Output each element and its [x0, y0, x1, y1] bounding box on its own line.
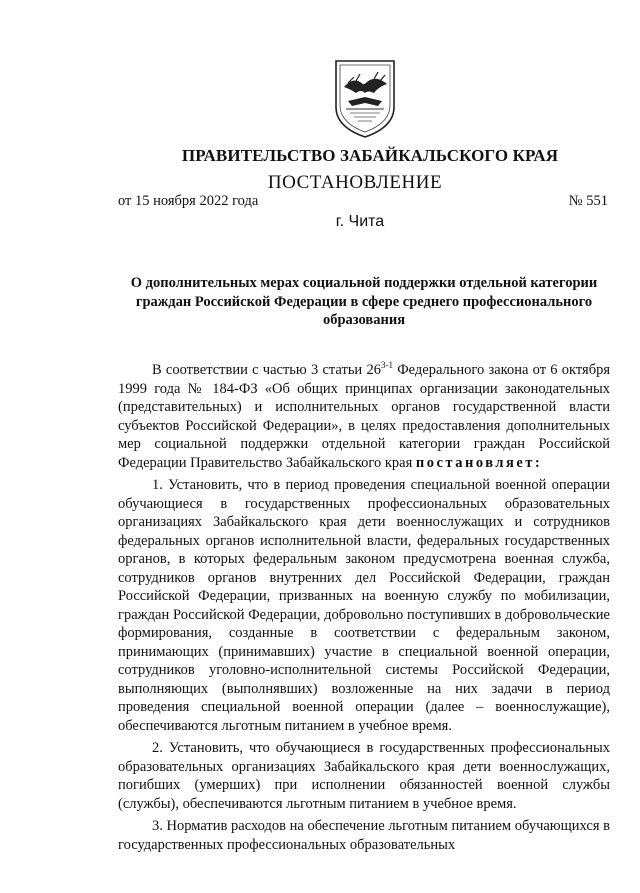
preamble-part1: В соответствии с частью 3 статьи 26	[152, 362, 381, 378]
coat-of-arms-icon	[330, 57, 400, 139]
clause-2: 2. Установить, что обучающиеся в государственных профессиональных образовательных организациях Забайкальского края дети военнослужащих, погибших (умерших) при исполнении обязанностей военной службы (службы), обеспечиваются льготным питанием в учебное время.	[118, 740, 610, 812]
authority-title: ПРАВИТЕЛЬСТВО ЗАБАЙКАЛЬСКОГО КРАЯ	[181, 146, 559, 165]
decree-word: постановляет:	[415, 454, 543, 471]
article-superscript: 3-1	[380, 360, 393, 371]
clause-3: 3. Норматив расходов на обеспечение льготным питанием обучающихся в государственных профессиональных образовательных	[118, 818, 610, 853]
document-date: от 15 ноября 2022 года	[118, 193, 259, 209]
clause-1: 1. Установить, что в период проведения специальной военной операции обучающиеся в государственных профессиональных образовательных организациях Забайкальского края дети военнослужащих и сотрудников федеральных органов исполнительной власти, федеральных государственных органов, в которых федеральным законом предусмотрена военная служба, сотрудников органов внутренних дел Российской Федерации, граждан Российской Федерации, призванных на военную службу по мобилизации, граждан Российской Федерации, добровольно поступивших в добровольческие формирования, созданные в соответствии с федеральным законом, принимающих (принимавших) участие в специальной военной операции, сотрудников уголовно-исполнительной системы Российской Федерации, выполняющих (выполнявших) возложенные на них задачи в период проведения специальной военной операции (далее – военнослужащие), обеспечиваются льготным питанием в учебное время.	[118, 477, 610, 734]
document-type: ПОСТАНОВЛЕНИЕ	[267, 172, 443, 193]
preamble-paragraph	[118, 361, 610, 472]
document-city: г. Чита	[335, 213, 385, 230]
document-subject: О дополнительных мерах социальной поддержки отдельной категории граждан Российской Федерации в сфере среднего профессионального образования	[130, 275, 598, 328]
preamble-part2: Федерального закона от 6 октября 1999 года № 184-ФЗ «Об общих принципах организации законодательных (представительных) и исполнительных органов государственной власти субъектов Российской Федерации», в целях предоставления дополнительных мер социальной поддержки отдельной категории граждан Российской Федерации Правительство Забайкальского края	[118, 362, 610, 471]
document-number: № 551	[568, 193, 608, 209]
document-body	[118, 361, 610, 858]
